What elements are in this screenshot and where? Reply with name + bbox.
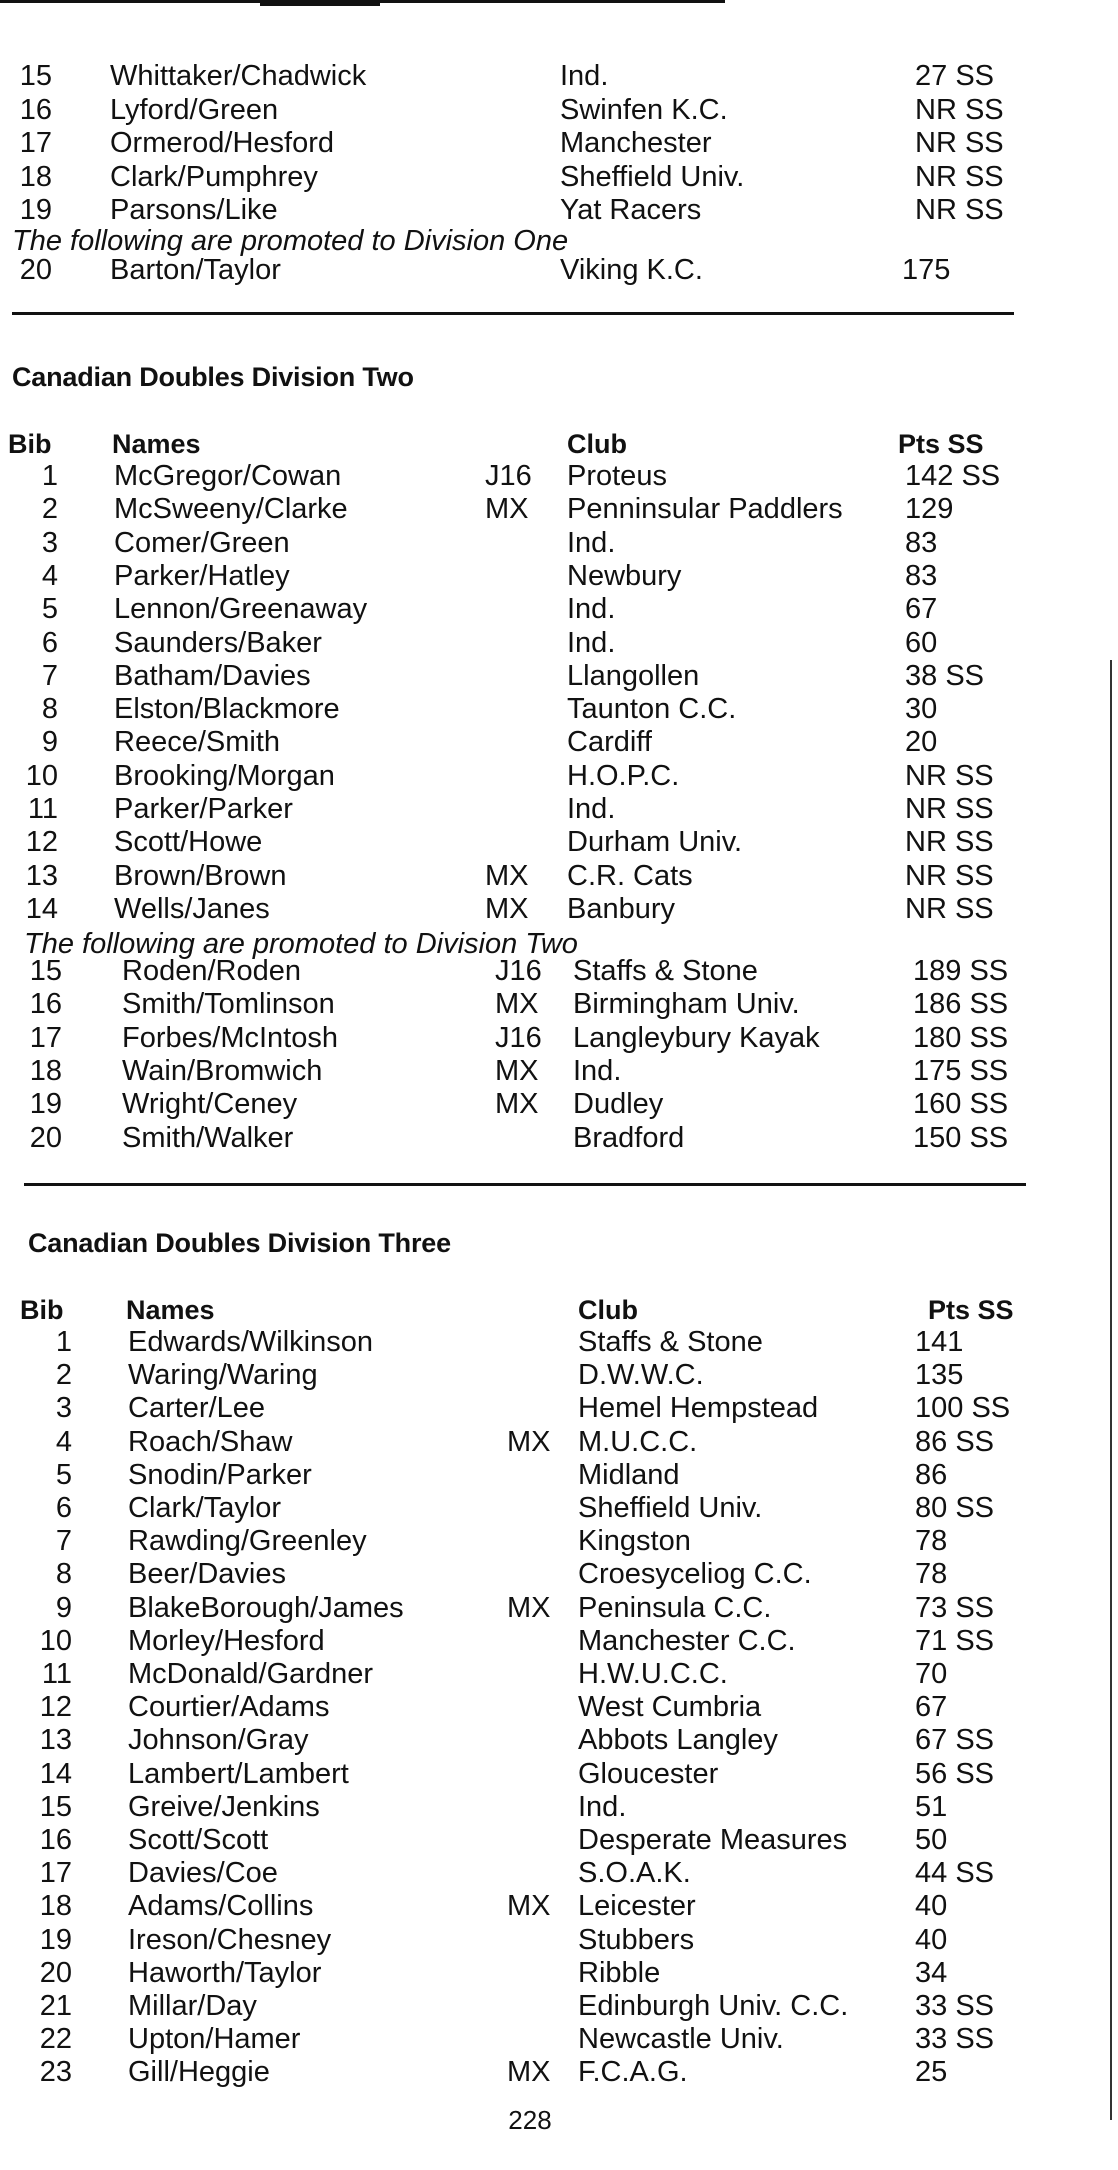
points-cell: 175 SS	[913, 1054, 1009, 1087]
club-cell: Taunton C.C.	[567, 693, 737, 726]
table-row	[0, 1459, 1060, 1492]
table-row	[0, 1122, 1060, 1155]
bib-header: Bib	[20, 1295, 64, 1325]
table-row	[0, 593, 1060, 626]
points-cell: 142 SS	[905, 460, 1001, 492]
club-cell: Manchester	[560, 127, 712, 159]
bib-cell: 8	[55, 1558, 72, 1591]
names-cell: Beer/Davies	[128, 1558, 286, 1591]
promotion-note-division-two: The following are promoted to Division Two	[24, 928, 578, 960]
table-row	[0, 1857, 1060, 1890]
table-row	[0, 1558, 1060, 1591]
club-cell: Abbots Langley	[578, 1724, 778, 1757]
points-cell: 38 SS	[905, 659, 984, 692]
names-cell: Roach/Shaw	[128, 1425, 293, 1458]
bib-cell: 17	[29, 1021, 62, 1054]
club-cell: S.O.A.K.	[578, 1857, 691, 1890]
points-header: Pts SS	[928, 1295, 1014, 1325]
club-cell: Sheffield Univ.	[578, 1492, 763, 1524]
table-header-row	[0, 1294, 1060, 1327]
club-cell: Kingston	[578, 1525, 691, 1558]
names-cell: Brown/Brown	[114, 859, 287, 892]
bib-cell: 15	[39, 1790, 72, 1823]
names-cell: Johnson/Gray	[128, 1724, 309, 1757]
names-cell: Parsons/Like	[110, 194, 278, 226]
points-cell: 50	[915, 1824, 948, 1856]
table-row	[0, 988, 1060, 1021]
names-cell: Lyford/Green	[110, 93, 279, 126]
club-cell: C.R. Cats	[567, 859, 693, 892]
names-cell: Forbes/McIntosh	[122, 1021, 338, 1054]
names-cell: Parker/Parker	[114, 793, 293, 825]
category-cell: MX	[495, 1088, 539, 1121]
page-number: 228	[508, 2105, 552, 2135]
club-cell: Gloucester	[578, 1757, 719, 1790]
table-row	[0, 1326, 1060, 1359]
club-cell: Newbury	[567, 559, 682, 592]
names-cell: Roden/Roden	[122, 955, 301, 987]
names-cell: Reece/Smith	[114, 726, 281, 759]
club-cell: Durham Univ.	[567, 826, 743, 859]
names-cell: Carter/Lee	[128, 1392, 266, 1425]
bib-cell: 16	[39, 1824, 72, 1856]
club-cell: Desperate Measures	[578, 1824, 848, 1856]
category-cell: MX	[485, 493, 529, 526]
points-cell: NR SS	[905, 826, 994, 859]
names-cell: Batham/Davies	[114, 659, 311, 692]
names-cell: BlakeBorough/James	[128, 1591, 404, 1624]
names-cell: Saunders/Baker	[114, 626, 322, 659]
names-cell: Upton/Hamer	[128, 2023, 301, 2056]
points-cell: 51	[915, 1790, 948, 1823]
bib-cell: 3	[55, 1392, 72, 1425]
points-cell: 20	[905, 726, 938, 759]
points-cell: NR SS	[905, 793, 994, 825]
names-cell: Smith/Tomlinson	[122, 988, 335, 1021]
club-cell: Llangollen	[567, 659, 700, 692]
table-row	[0, 1055, 1060, 1088]
bib-cell: 17	[19, 127, 52, 159]
club-cell: Midland	[578, 1458, 680, 1491]
club-cell: Manchester C.C.	[578, 1624, 796, 1657]
bib-cell: 2	[55, 1359, 72, 1392]
table-row	[0, 793, 1060, 826]
points-cell: 67 SS	[915, 1724, 994, 1757]
bib-cell: 12	[25, 826, 58, 859]
points-cell: 33 SS	[915, 2023, 994, 2056]
bib-cell: 11	[27, 793, 58, 825]
club-cell: Penninsular Paddlers	[567, 493, 843, 526]
club-cell: Peninsula C.C.	[578, 1591, 772, 1624]
table-row	[0, 1392, 1060, 1425]
table-row	[0, 1658, 1060, 1691]
table-row	[0, 726, 1060, 759]
club-cell: Yat Racers	[560, 194, 702, 226]
table-row	[0, 460, 1060, 493]
names-cell: Ireson/Chesney	[128, 1923, 332, 1956]
bib-cell: 4	[55, 1425, 72, 1458]
names-cell: Smith/Walker	[122, 1121, 294, 1154]
bib-cell: 15	[29, 955, 62, 987]
table-row	[0, 860, 1060, 893]
names-cell: Parker/Hatley	[114, 559, 290, 592]
table-row	[0, 1525, 1060, 1558]
table-row	[0, 1957, 1060, 1990]
points-cell: 67	[915, 1691, 948, 1724]
club-cell: Newcastle Univ.	[578, 2023, 784, 2056]
points-cell: NR SS	[915, 93, 1004, 126]
club-cell: Stubbers	[578, 1923, 695, 1956]
bib-cell: 19	[29, 1088, 62, 1121]
table-row	[0, 1088, 1060, 1121]
names-cell: Greive/Jenkins	[128, 1790, 320, 1823]
points-cell: 189 SS	[913, 955, 1009, 987]
points-cell: 40	[915, 1923, 948, 1956]
names-cell: Gill/Heggie	[128, 2056, 270, 2089]
bib-cell: 14	[39, 1757, 72, 1790]
table-row	[0, 1758, 1060, 1791]
club-cell: Proteus	[567, 460, 667, 492]
points-cell: NR SS	[905, 892, 994, 925]
points-cell: NR SS	[905, 859, 994, 892]
table-row	[0, 1791, 1060, 1824]
club-cell: West Cumbria	[578, 1691, 762, 1724]
names-cell: Waring/Waring	[128, 1359, 318, 1392]
names-cell: Brooking/Morgan	[114, 759, 335, 792]
bib-cell: 10	[39, 1624, 72, 1657]
bib-cell: 2	[41, 493, 58, 526]
category-cell: J16	[495, 1021, 542, 1054]
club-cell: D.W.W.C.	[578, 1359, 704, 1392]
club-cell: Ind.	[567, 793, 616, 825]
table-row	[0, 1691, 1060, 1724]
names-cell: Clark/Pumphrey	[110, 160, 318, 193]
points-cell: 86	[915, 1458, 948, 1491]
points-cell: 180 SS	[913, 1021, 1009, 1054]
points-cell: 34	[915, 1956, 948, 1989]
points-cell: 67	[905, 593, 938, 626]
category-cell: MX	[495, 1054, 539, 1087]
names-cell: Scott/Howe	[114, 826, 263, 859]
bib-cell: 4	[41, 559, 58, 592]
points-cell: NR SS	[905, 759, 994, 792]
table-row	[0, 760, 1060, 793]
category-cell: MX	[495, 988, 539, 1021]
bib-cell: 14	[25, 892, 58, 925]
bib-cell: 21	[39, 1990, 72, 2022]
table-row	[0, 693, 1060, 726]
table-row	[0, 560, 1060, 593]
names-cell: Comer/Green	[114, 526, 290, 559]
category-cell: MX	[507, 1591, 551, 1624]
bib-cell: 19	[19, 194, 52, 226]
names-cell: Millar/Day	[128, 1990, 257, 2022]
top-rule	[0, 0, 725, 3]
category-cell: MX	[485, 859, 529, 892]
points-cell: 71 SS	[915, 1624, 994, 1657]
section-divider	[24, 1183, 1026, 1186]
bib-cell: 18	[39, 1890, 72, 1923]
names-cell: Davies/Coe	[128, 1857, 278, 1890]
bib-cell: 1	[41, 460, 58, 492]
bib-cell: 17	[39, 1857, 72, 1890]
names-cell: Elston/Blackmore	[114, 693, 340, 726]
points-cell: 80 SS	[915, 1492, 994, 1524]
names-cell: Ormerod/Hesford	[110, 127, 335, 159]
bib-cell: 6	[55, 1492, 72, 1524]
table-row	[0, 1924, 1060, 1957]
points-cell: 83	[905, 559, 938, 592]
club-cell: Edinburgh Univ. C.C.	[578, 1990, 849, 2022]
points-cell: 33 SS	[915, 1990, 994, 2022]
names-header: Names	[126, 1295, 215, 1325]
club-cell: Croesyceliog C.C.	[578, 1558, 812, 1591]
names-cell: McDonald/Gardner	[128, 1658, 373, 1690]
bib-cell: 12	[39, 1691, 72, 1724]
club-cell: F.C.A.G.	[578, 2056, 688, 2089]
points-cell: 56 SS	[915, 1757, 994, 1790]
names-cell: Courtier/Adams	[128, 1691, 330, 1724]
names-cell: McSweeny/Clarke	[114, 493, 348, 526]
points-cell: 83	[905, 526, 938, 559]
table-row	[0, 161, 1060, 194]
table-row	[0, 1824, 1060, 1857]
table-row	[0, 527, 1060, 560]
bib-cell: 23	[39, 2056, 72, 2089]
bib-cell: 13	[39, 1724, 72, 1757]
bib-cell: 22	[39, 2023, 72, 2056]
bib-cell: 13	[25, 859, 58, 892]
bib-cell: 9	[55, 1591, 72, 1624]
club-cell: Ind.	[567, 626, 616, 659]
points-cell: 25	[915, 2056, 948, 2089]
club-cell: Viking K.C.	[560, 254, 703, 286]
table-row	[0, 2056, 1060, 2089]
table-row	[0, 60, 1060, 93]
club-cell: Hemel Hempstead	[578, 1392, 819, 1425]
table-row	[0, 1492, 1060, 1525]
names-cell: Lambert/Lambert	[128, 1757, 349, 1790]
bib-cell: 1	[55, 1326, 72, 1358]
category-cell: MX	[507, 2056, 551, 2089]
bib-cell: 20	[29, 1121, 62, 1154]
names-header: Names	[112, 429, 201, 459]
bib-cell: 10	[25, 759, 58, 792]
bib-cell: 5	[41, 593, 58, 626]
names-cell: Lennon/Greenaway	[114, 593, 368, 626]
names-cell: Scott/Scott	[128, 1824, 269, 1856]
table-row	[0, 660, 1060, 693]
names-cell: Clark/Taylor	[128, 1492, 282, 1524]
club-cell: Ribble	[578, 1956, 661, 1989]
club-cell: Birmingham Univ.	[573, 988, 800, 1021]
table-row	[0, 194, 1060, 227]
club-cell: Sheffield Univ.	[560, 160, 745, 193]
names-cell: Wells/Janes	[114, 892, 270, 925]
bib-cell: 15	[19, 60, 52, 92]
bib-cell: 20	[39, 1956, 72, 1989]
table-row	[0, 826, 1060, 859]
table-row	[0, 1724, 1060, 1757]
bib-cell: 5	[55, 1458, 72, 1491]
bib-cell: 6	[41, 626, 58, 659]
club-header: Club	[567, 429, 627, 459]
points-cell: NR SS	[915, 194, 1004, 226]
category-cell: MX	[507, 1890, 551, 1923]
points-cell: 100 SS	[915, 1392, 1011, 1425]
club-cell: H.O.P.C.	[567, 759, 680, 792]
category-cell: MX	[507, 1425, 551, 1458]
table-row	[0, 254, 1060, 287]
table-row	[0, 1426, 1060, 1459]
names-cell: Whittaker/Chadwick	[110, 60, 367, 92]
points-cell: 70	[915, 1658, 948, 1690]
points-cell: 44 SS	[915, 1857, 994, 1890]
bib-cell: 18	[19, 160, 52, 193]
names-cell: McGregor/Cowan	[114, 460, 342, 492]
points-cell: 60	[905, 626, 938, 659]
names-cell: Wain/Bromwich	[122, 1054, 323, 1087]
club-cell: H.W.U.C.C.	[578, 1658, 728, 1690]
bib-cell: 7	[55, 1525, 72, 1558]
club-cell: M.U.C.C.	[578, 1425, 698, 1458]
club-cell: Ind.	[567, 526, 616, 559]
points-cell: 135	[915, 1359, 964, 1392]
bib-cell: 16	[19, 93, 52, 126]
table-row	[0, 1625, 1060, 1658]
club-cell: Ind.	[560, 60, 609, 92]
bib-cell: 3	[41, 526, 58, 559]
section-divider	[12, 312, 1014, 315]
table-row	[0, 127, 1060, 160]
points-cell: 27 SS	[915, 60, 994, 92]
table-row	[0, 1890, 1060, 1923]
points-header: Pts SS	[898, 429, 984, 459]
promotion-note-division-one: The following are promoted to Division One	[12, 225, 569, 257]
club-cell: Leicester	[578, 1890, 696, 1923]
club-cell: Ind.	[578, 1790, 627, 1823]
points-cell: 175	[902, 254, 951, 286]
names-cell: Barton/Taylor	[110, 254, 281, 286]
club-cell: Staffs & Stone	[578, 1326, 763, 1358]
points-cell: 86 SS	[915, 1425, 994, 1458]
division-two-title: Canadian Doubles Division Two	[12, 362, 414, 392]
club-cell: Bradford	[573, 1121, 685, 1154]
club-cell: Banbury	[567, 892, 676, 925]
bib-cell: 16	[29, 988, 62, 1021]
table-header-row	[0, 428, 1060, 461]
names-cell: Snodin/Parker	[128, 1458, 312, 1491]
bib-cell: 7	[41, 659, 58, 692]
points-cell: 129	[905, 493, 954, 526]
table-row	[0, 955, 1060, 988]
club-cell: Swinfen K.C.	[560, 93, 728, 126]
bib-cell: 19	[39, 1923, 72, 1956]
club-cell: Dudley	[573, 1088, 664, 1121]
club-header: Club	[578, 1295, 638, 1325]
points-cell: 78	[915, 1525, 948, 1558]
table-row	[0, 1022, 1060, 1055]
club-cell: Staffs & Stone	[573, 955, 758, 987]
club-cell: Langleybury Kayak	[573, 1021, 820, 1054]
names-cell: Adams/Collins	[128, 1890, 314, 1923]
category-cell: MX	[485, 892, 529, 925]
points-cell: NR SS	[915, 127, 1004, 159]
table-row	[0, 627, 1060, 660]
points-cell: 78	[915, 1558, 948, 1591]
club-cell: Ind.	[567, 593, 616, 626]
table-row	[0, 1592, 1060, 1625]
club-cell: Cardiff	[567, 726, 652, 759]
points-cell: 141	[915, 1326, 964, 1358]
club-cell: Ind.	[573, 1054, 622, 1087]
points-cell: 40	[915, 1890, 948, 1923]
table-row	[0, 94, 1060, 127]
table-row	[0, 1359, 1060, 1392]
names-cell: Haworth/Taylor	[128, 1956, 322, 1989]
points-cell: NR SS	[915, 160, 1004, 193]
points-cell: 30	[905, 693, 938, 726]
category-cell: J16	[495, 955, 542, 987]
table-row	[0, 893, 1060, 926]
right-margin-line	[1110, 660, 1112, 2120]
names-cell: Rawding/Greenley	[128, 1525, 367, 1558]
names-cell: Wright/Ceney	[122, 1088, 298, 1121]
bib-cell: 9	[41, 726, 58, 759]
table-row	[0, 493, 1060, 526]
table-row	[0, 2023, 1060, 2056]
bib-cell: 8	[41, 693, 58, 726]
bib-cell: 18	[29, 1054, 62, 1087]
bib-cell: 11	[41, 1658, 72, 1690]
bib-cell: 20	[19, 254, 52, 286]
division-three-title: Canadian Doubles Division Three	[28, 1228, 451, 1258]
bib-header: Bib	[8, 429, 52, 459]
points-cell: 73 SS	[915, 1591, 994, 1624]
table-row	[0, 1990, 1060, 2023]
category-cell: J16	[485, 460, 532, 492]
points-cell: 160 SS	[913, 1088, 1009, 1121]
names-cell: Edwards/Wilkinson	[128, 1326, 373, 1358]
points-cell: 150 SS	[913, 1121, 1009, 1154]
names-cell: Morley/Hesford	[128, 1624, 325, 1657]
points-cell: 186 SS	[913, 988, 1009, 1021]
